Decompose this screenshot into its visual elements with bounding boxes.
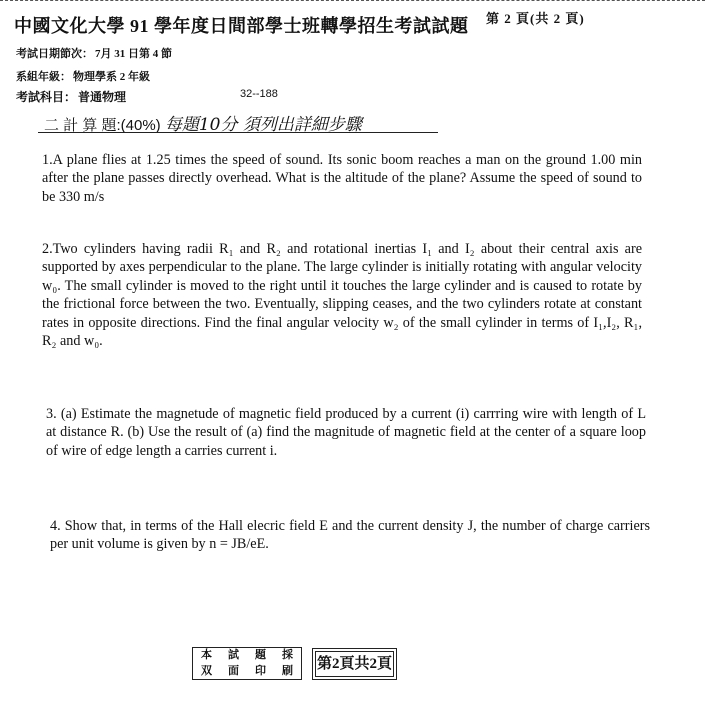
exam-subject (16, 88, 126, 105)
page-of-total-box: 第2頁共2頁 (312, 648, 397, 680)
question-number: 4. (50, 518, 61, 534)
stamp-char: 採 (282, 649, 293, 661)
question-text: (a) Estimate the magnetude of magnetic field produced by a current (i) carrring wire with length of L at distance R. (b) Use the result of (a) find the magnitude of magnetic field at the center of a square loop of wire of edge length a carries current i. (46, 406, 647, 459)
exam-title: 中國文化大學 91 學年度日間部學士班轉學招生考試試題 (14, 16, 469, 36)
question-text: Two cylinders having radii R₁ and R₂ and rotational inertias I₁ and I₂ about their central axis are supported by axes perpendicular to the plane. The large cylinder is initially rotating with angular velocity w₀. The small cylinder is moved to the right until it touches the large cylinder and is caused to rotate by the frictional force between the two. Eventually, slipping ceases, and the two cylinders rotate at constant rates in opposite directions. Find the final angular velocity w₂ of the small cylinder in terms of I₁,I₂, R₁, R₂ and w₀. (42, 241, 642, 350)
stamp-char: 題 (255, 649, 266, 661)
question-4 (50, 517, 650, 554)
question-number: 3. (46, 406, 57, 422)
question-text: A plane flies at 1.25 times the speed of sound. Its sonic boom reaches a man on the ground 1.00 min after the plane passes directly overhead. What is the altitude of the plane? Assume the speed of sound to be 330 m/s (42, 152, 642, 205)
subject-code: 32--188 (240, 88, 278, 100)
stamp-char: 印 (255, 664, 266, 677)
double-sided-print-stamp (192, 647, 302, 680)
schedule-label: 考試日期節次： (16, 48, 93, 60)
department-label: 系組年級： (16, 71, 71, 83)
exam-schedule (16, 45, 172, 61)
question-2 (42, 240, 642, 350)
stamp-char: 本 (201, 649, 212, 661)
exam-department (16, 68, 150, 84)
page-indicator: 第 2 頁(共 2 頁) (486, 11, 585, 26)
subject-label: 考試科目： (16, 90, 77, 104)
question-number: 2. (42, 241, 53, 257)
stamp-char: 面 (228, 664, 239, 677)
department-value: 物理學系 2 年級 (73, 71, 150, 83)
section-handwritten-note: 每題10分 須列出詳細步驟 (164, 115, 362, 135)
question-text: Show that, in terms of the Hall elecric field E and the current density J, the number of charge carriers per unit volume is given by n = JB/eE. (50, 518, 650, 553)
section-underline (38, 132, 438, 133)
subject-value: 普通物理 (78, 90, 127, 104)
question-3 (46, 405, 646, 460)
scan-edge-line (0, 0, 705, 3)
section-label: 二 計 算 題:(40%) (44, 117, 161, 134)
section-heading (44, 110, 362, 135)
stamp-char: 刷 (282, 664, 293, 677)
stamp-char: 試 (228, 649, 239, 661)
stamp-char: 双 (201, 664, 212, 677)
question-number: 1. (42, 152, 53, 168)
question-1 (42, 151, 642, 206)
schedule-value: 7月 31 日第 4 節 (95, 48, 172, 60)
